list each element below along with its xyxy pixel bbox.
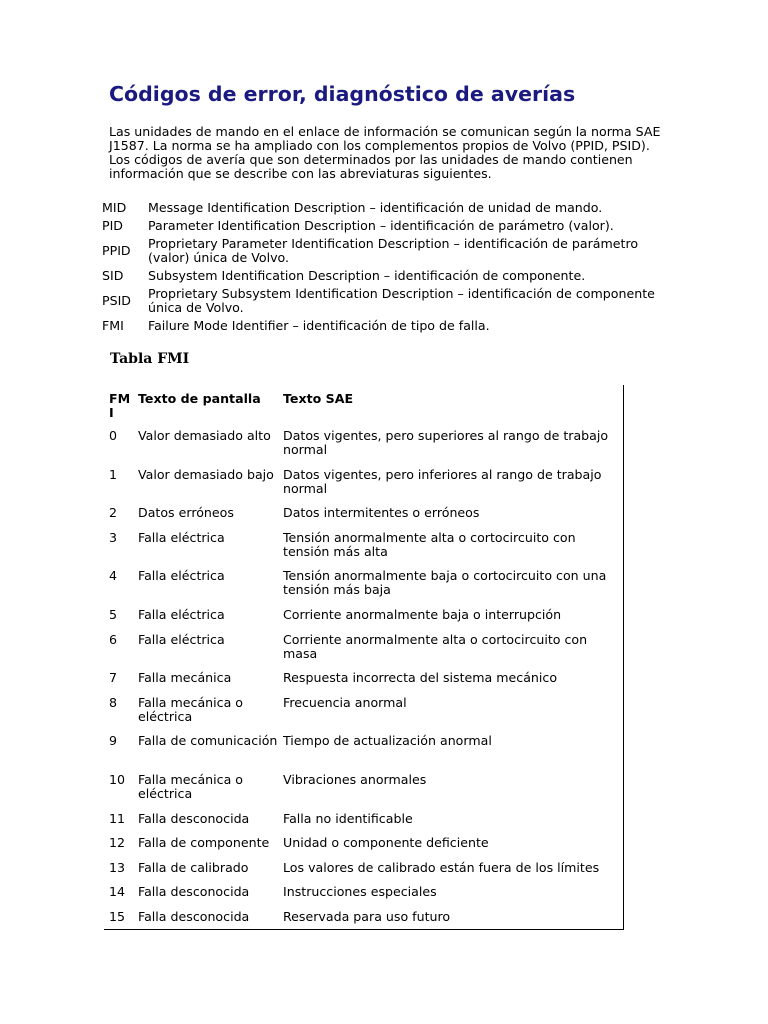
fmi-code: 11 [109,810,126,826]
header-fmi-label: FMI [109,391,131,420]
page-title: Códigos de error, diagnóstico de averías [109,82,576,106]
table-row [104,569,622,608]
texto-sae: Los valores de calibrado están fuera de los límites [283,859,600,875]
table-row [104,531,622,570]
abbr-desc: Message Identification Description – identificación de unidad de mando. [148,200,603,215]
texto-pantalla: Falla mecánica o eléctrica [138,694,244,724]
texto-pantalla: Falla de comunicación [138,733,278,749]
texto-pantalla: Falla eléctrica [138,568,225,584]
table-row [104,429,622,468]
texto-sae: Corriente anormalmente baja o interrupción [283,606,562,622]
abbr-row-sid [102,267,672,285]
abbr-desc: Proprietary Parameter Identification Description – identificación de parámetro (valor) única de Volvo. [148,236,639,265]
texto-sae: Vibraciones anormales [283,771,427,787]
fmi-code: 2 [109,505,118,521]
table-row [104,696,622,735]
texto-sae: Falla no identificable [283,810,413,826]
abbr-code: PSID [102,293,132,308]
texto-sae: Datos vigentes, pero inferiores al rango de trabajo normal [283,466,602,496]
texto-pantalla: Falla eléctrica [138,529,225,545]
header-texto-sae: Texto SAE [283,391,354,406]
abbr-desc: Subsystem Identification Description – identificación de componente. [148,268,586,283]
abbr-row-ppid [102,235,672,267]
table-row [104,910,622,935]
fmi-code: 1 [109,466,118,482]
fmi-code: 8 [109,694,118,710]
texto-sae: Reservada para uso futuro [283,908,451,924]
table-row [104,885,622,910]
texto-sae: Instrucciones especiales [283,884,437,900]
abbr-row-mid [102,199,672,217]
texto-sae: Tiempo de actualización anormal [283,733,492,749]
abbr-desc: Failure Mode Identifier – identificación de tipo de falla. [148,318,490,333]
fmi-code: 4 [109,568,118,584]
fmi-code: 12 [109,835,126,851]
fmi-code: 10 [109,771,126,787]
abbr-code: PPID [102,243,131,258]
fmi-table-title: Tabla FMI [110,351,190,367]
abbr-row-pid [102,217,672,235]
table-row [104,861,622,886]
fmi-code: 3 [109,529,118,545]
fmi-table [104,385,622,935]
texto-pantalla: Valor demasiado bajo [138,466,274,482]
texto-pantalla: Falla eléctrica [138,631,225,647]
header-texto-pantalla: Texto de pantalla [138,391,261,406]
texto-pantalla: Falla desconocida [138,908,250,924]
texto-sae: Corriente anormalmente alta o cortocircuito con masa [283,631,588,661]
texto-pantalla: Falla mecánica o eléctrica [138,771,244,801]
fmi-table-header [104,385,622,429]
fmi-code: 6 [109,631,118,647]
abbr-code: PID [102,218,124,233]
fmi-code: 14 [109,884,126,900]
texto-pantalla: Falla de calibrado [138,859,249,875]
table-row [104,836,622,861]
texto-sae: Datos vigentes, pero superiores al rango de trabajo normal [283,428,609,457]
texto-pantalla: Falla desconocida [138,884,250,900]
table-row [104,633,622,672]
fmi-code: 15 [109,908,126,924]
texto-sae: Tensión anormalmente alta o cortocircuito con tensión más alta [283,529,576,559]
abbr-code: MID [102,200,127,215]
table-row [104,468,622,507]
abbr-code: SID [102,268,124,283]
table-row [104,734,622,773]
abbr-row-fmi [102,317,672,335]
abbreviations-list [102,199,672,335]
texto-pantalla: Valor demasiado alto [138,428,271,443]
intro-paragraph: Las unidades de mando en el enlace de información se comunican según la norma SAE J1587. La norma se ha ampliado con los complementos propios de Volvo (PPID, PSID). Los códigos de avería que son determinados por las unidades de mando contienen información que se describe con las abreviaturas siguientes. [109,124,661,181]
texto-pantalla: Falla mecánica [138,670,232,686]
fmi-code: 9 [109,733,118,749]
table-row [104,608,622,633]
texto-sae: Frecuencia anormal [283,694,407,710]
abbr-desc: Parameter Identification Description – identificación de parámetro (valor). [148,218,614,233]
texto-pantalla: Falla desconocida [138,810,250,826]
table-row [104,773,622,812]
header-fmi [104,385,138,429]
fmi-code: 13 [109,859,126,875]
texto-sae: Datos intermitentes o erróneos [283,505,480,521]
table-row [104,506,622,531]
table-row [104,812,622,837]
fmi-code: 5 [109,606,118,622]
texto-sae: Tensión anormalmente baja o cortocircuito con una tensión más baja [283,568,607,598]
texto-pantalla: Falla eléctrica [138,606,225,622]
texto-sae: Unidad o componente deficiente [283,835,489,851]
fmi-code: 7 [109,670,118,686]
abbr-code: FMI [102,318,124,333]
fmi-code: 0 [109,428,118,443]
abbr-row-psid [102,285,672,317]
texto-pantalla: Datos erróneos [138,505,234,521]
table-row [104,671,622,696]
texto-pantalla: Falla de componente [138,835,270,851]
texto-sae: Respuesta incorrecta del sistema mecánico [283,670,558,686]
abbr-desc: Proprietary Subsystem Identification Description – identificación de componente única de Volvo. [148,286,655,315]
